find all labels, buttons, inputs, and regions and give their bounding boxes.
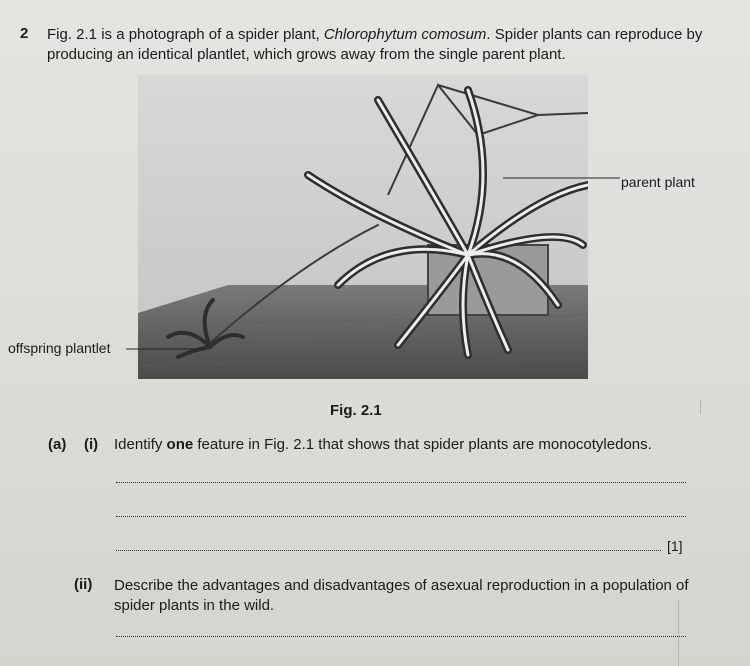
- spider-plant-photo: [138, 75, 588, 379]
- label-offspring-plantlet: offspring plantlet: [8, 340, 111, 356]
- question-i-text: [114, 436, 652, 453]
- question-i-text-2: feature in Fig. 2.1 that shows that spider plants are monocotyledons.: [193, 436, 652, 453]
- part-a-label: (a): [48, 436, 67, 453]
- offspring-pointer-line: [126, 348, 206, 352]
- species-name: Chlorophytum comosum: [323, 26, 487, 43]
- answer-line-1[interactable]: [116, 482, 686, 483]
- question-intro: [47, 25, 727, 65]
- intro-text-1: Fig. 2.1 is a photograph of a spider plant,: [47, 26, 324, 43]
- figure-caption: Fig. 2.1: [330, 402, 382, 419]
- parent-pointer-line: [588, 177, 620, 181]
- margin-line: [678, 600, 679, 666]
- question-ii-text: Describe the advantages and disadvantages of asexual reproduction in a population of spider plants in the wild.: [114, 577, 689, 614]
- question-number: 2: [20, 25, 29, 42]
- part-ii-label: (ii): [74, 576, 93, 593]
- question-i-bold: one: [166, 436, 194, 453]
- answer-line-3[interactable]: [116, 550, 661, 551]
- margin-line: [700, 400, 701, 414]
- answer-line-4[interactable]: [116, 636, 686, 637]
- intro-text-2: . Spider plants can reproduce by producing an identical plantlet, which grows away from the single parent plant.: [47, 26, 703, 63]
- part-i-label: (i): [84, 436, 99, 453]
- question-i-text-1: Identify: [114, 436, 167, 453]
- marks-label: [1]: [667, 538, 683, 554]
- answer-line-2[interactable]: [116, 516, 686, 517]
- label-parent-plant: parent plant: [621, 174, 695, 190]
